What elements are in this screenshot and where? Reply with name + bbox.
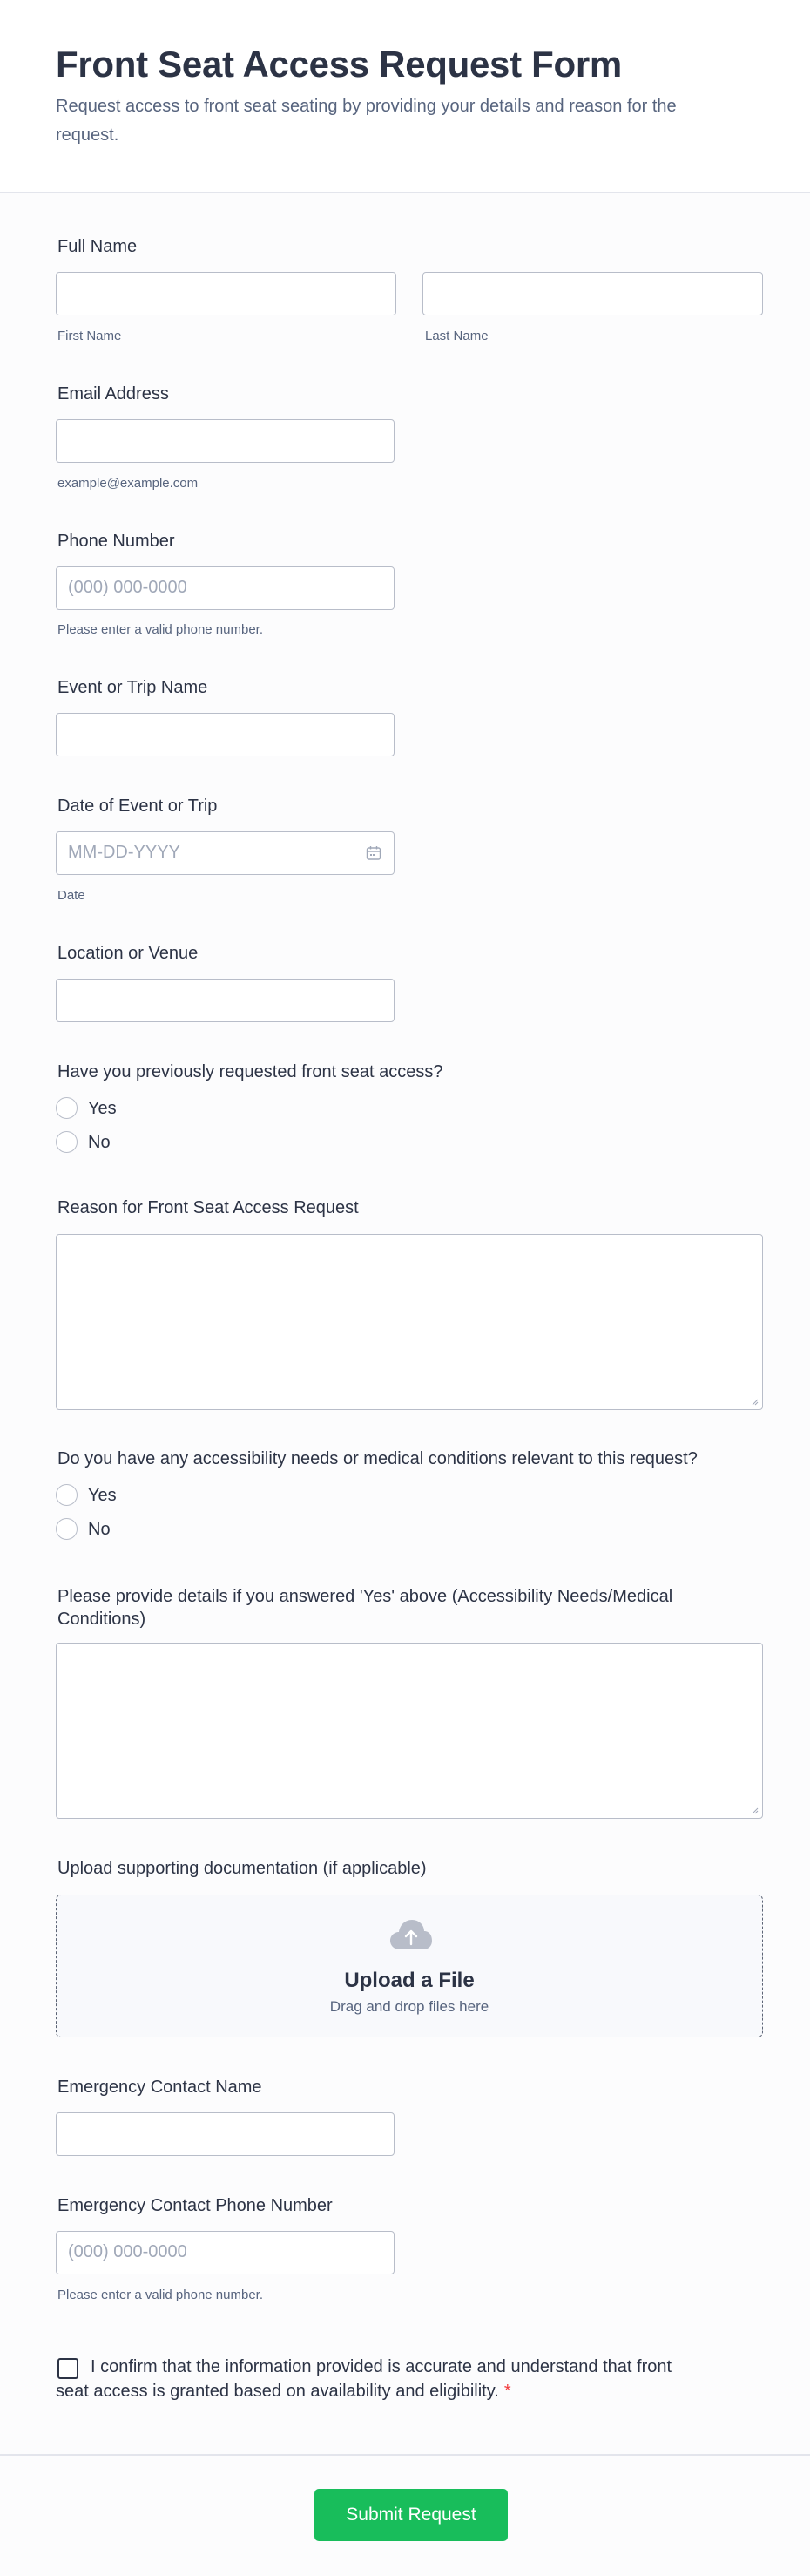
form-header: [0, 0, 810, 193]
required-mark: *: [503, 2382, 511, 2401]
phone-label: Phone Number: [57, 532, 175, 551]
resize-handle-icon[interactable]: [751, 1807, 759, 1814]
form-footer: [0, 2454, 810, 2576]
full-name-label: Full Name: [57, 237, 138, 256]
emergency-phone-placeholder: (000) 000-0000: [68, 2242, 187, 2261]
previous-request-label: Have you previously requested front seat access?: [57, 1062, 443, 1081]
file-upload-dropzone[interactable]: [56, 1895, 763, 2037]
emergency-phone-label: Emergency Contact Phone Number: [57, 2196, 333, 2215]
radio-yes[interactable]: [56, 1097, 78, 1119]
emergency-phone-input[interactable]: [56, 2231, 395, 2274]
email-sublabel: example@example.com: [57, 476, 199, 491]
phone-input[interactable]: [56, 566, 395, 610]
upload-label: Upload supporting documentation (if applicable): [57, 1859, 427, 1878]
confirm-text: [56, 2355, 692, 2403]
calendar-icon[interactable]: [366, 845, 381, 861]
upload-subtitle: Drag and drop files here: [329, 1998, 489, 2015]
resize-handle-icon[interactable]: [751, 1398, 759, 1406]
email-input[interactable]: [56, 419, 395, 463]
radio-no[interactable]: [56, 1131, 78, 1153]
radio-yes[interactable]: [56, 1484, 78, 1506]
event-name-label: Event or Trip Name: [57, 678, 208, 697]
emergency-name-input[interactable]: [56, 2112, 395, 2156]
accessibility-details-textarea[interactable]: [56, 1643, 763, 1819]
reason-label: Reason for Front Seat Access Request: [57, 1198, 359, 1217]
event-date-label: Date of Event or Trip: [57, 797, 218, 816]
first-name-input[interactable]: [56, 272, 396, 315]
page-subtitle: Request access to front seat seating by providing your details and reason for the request.: [56, 97, 677, 145]
location-input[interactable]: [56, 979, 395, 1022]
radio-no-label: No: [88, 1133, 111, 1152]
reason-textarea[interactable]: [56, 1234, 763, 1410]
emergency-name-label: Emergency Contact Name: [57, 2078, 262, 2097]
upload-title: Upload a File: [344, 1969, 475, 1992]
accessibility-details-label: Please provide details if you answered 'Yes' above (Accessibility Needs/Medical Conditions): [57, 1587, 673, 1629]
radio-yes-label: Yes: [88, 1486, 117, 1505]
event-date-sublabel: Date: [57, 888, 85, 903]
radio-no[interactable]: [56, 1518, 78, 1540]
cloud-upload-icon: [389, 1918, 433, 1951]
email-label: Email Address: [57, 384, 169, 403]
phone-sublabel: Please enter a valid phone number.: [57, 622, 263, 637]
radio-no-label: No: [88, 1520, 111, 1539]
event-name-input[interactable]: [56, 713, 395, 756]
phone-placeholder: (000) 000-0000: [68, 578, 187, 597]
last-name-sublabel: Last Name: [425, 329, 489, 343]
event-date-input[interactable]: [56, 831, 395, 875]
location-label: Location or Venue: [57, 944, 199, 963]
page-title: Front Seat Access Request Form: [56, 44, 622, 85]
first-name-sublabel: First Name: [57, 329, 122, 343]
date-placeholder: MM-DD-YYYY: [68, 843, 180, 862]
confirm-label: I confirm that the information provided is accurate and understand that front seat access is granted based on availability and eligibility.: [56, 2357, 672, 2401]
accessibility-label: Do you have any accessibility needs or medical conditions relevant to this request?: [57, 1449, 698, 1468]
radio-yes-label: Yes: [88, 1099, 117, 1118]
submit-button[interactable]: Submit Request: [314, 2489, 508, 2541]
last-name-input[interactable]: [422, 272, 763, 315]
emergency-phone-sublabel: Please enter a valid phone number.: [57, 2288, 263, 2302]
